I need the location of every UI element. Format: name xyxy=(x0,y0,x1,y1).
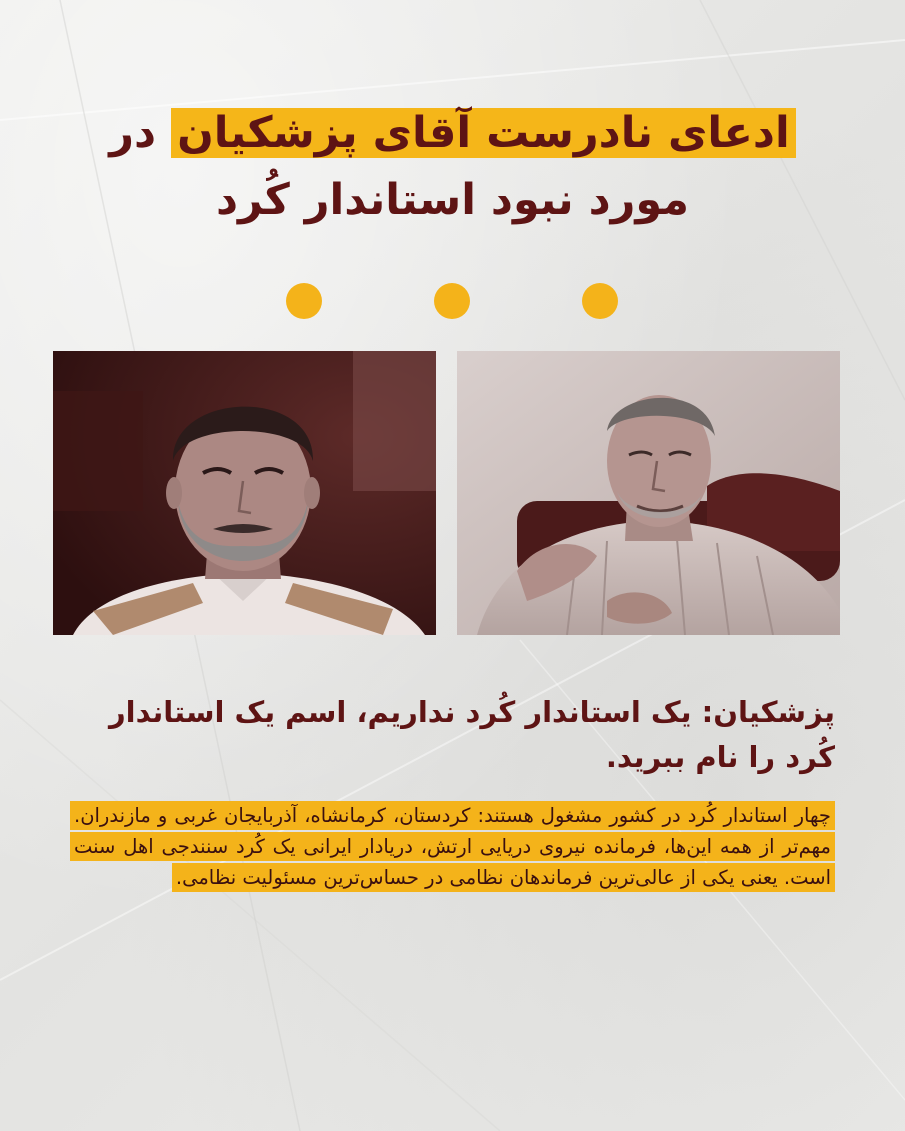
headline-line-1 xyxy=(60,100,845,167)
body-highlight: چهار استاندار کُرد در کشور مشغول هستند: کردستان، کرمانشاه، آذربایجان غربی و مازندران. مهم‌تر از همه این‌ها، فرمانده نیروی دریایی ارتش، دریادار ایرانی یک کُرد سنندجی اهل سنت است. یعنی یکی از عالی‌ترین فرماندهان نظامی در حساس‌ترین مسئولیت نظامی. xyxy=(70,801,835,892)
headline-highlight: ادعای نادرست آقای پزشکیان xyxy=(171,108,796,158)
dot-right xyxy=(582,283,618,319)
pezeshkian-photo xyxy=(457,351,840,635)
headline-line-1-rest: در xyxy=(109,108,157,158)
dot-center xyxy=(434,283,470,319)
decorative-dots xyxy=(0,283,905,323)
dot-left xyxy=(286,283,322,319)
body-paragraph xyxy=(70,800,835,893)
quote-text: پزشکیان: یک استاندار کُرد نداریم، اسم یک استاندار کُرد را نام ببرید. xyxy=(108,695,835,774)
headline-line-2: مورد نبود استاندار کُرد xyxy=(215,174,690,225)
headline xyxy=(60,100,845,233)
admiral-photo xyxy=(53,351,436,635)
